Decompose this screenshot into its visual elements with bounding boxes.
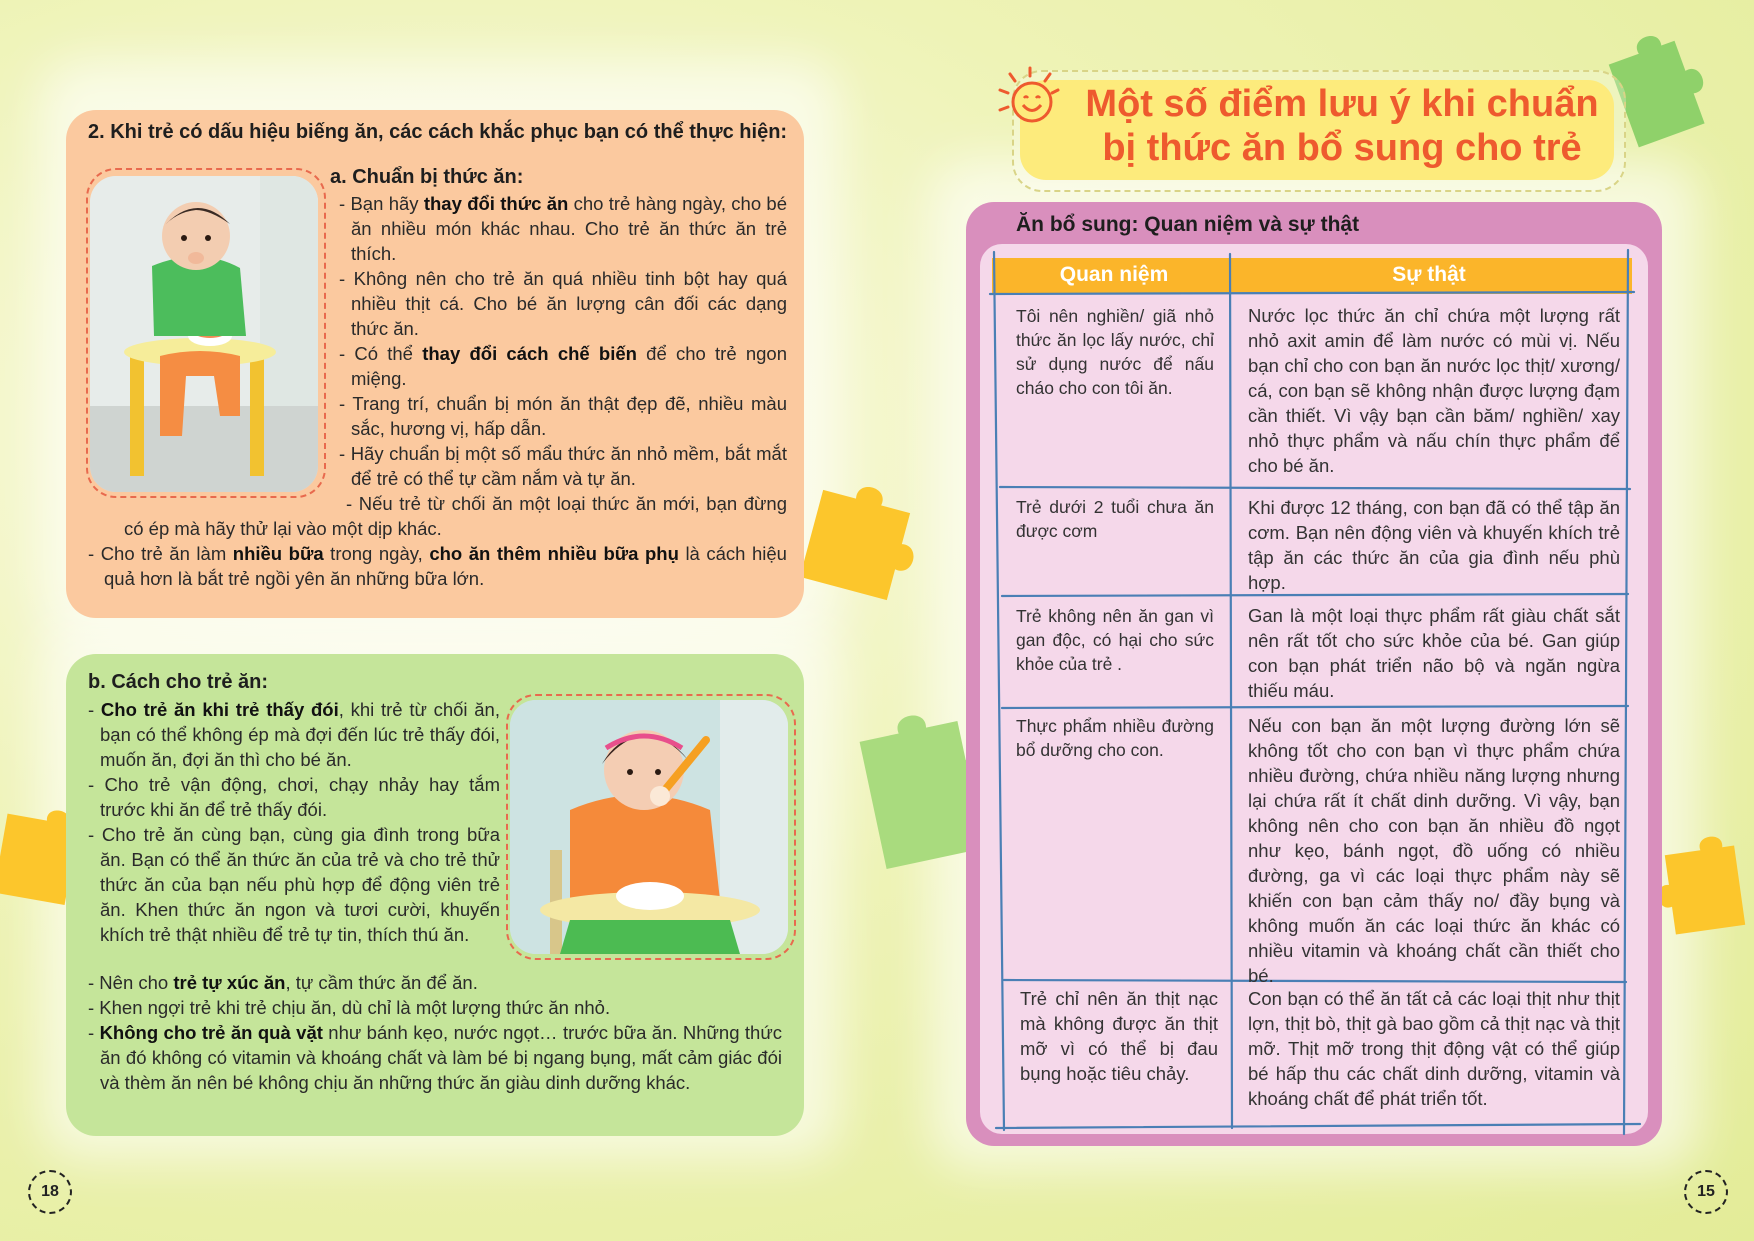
subsection-b-body-wide [88, 970, 782, 1095]
table-row-4-fact: Nếu con bạn ăn một lượng đường lớn sẽ không tốt cho con bạn vì thực phẩm chứa nhiều đường, chứa nhiều năng lượng nhưng lại chứa rất ít chất dinh dưỡng. Vì vậy, bạn không nên cho con bạn ăn nhiều đồ ngọt như kẹo, bánh ngọt, đồ uống có nhiều đường, ga vì các loại thực phẩm này sẽ khiến con bạn cảm thấy no/ đầy bụng và không muốn ăn các loại thức ăn khác có nhiều vitamin và khoáng chất cần thiết cho bé. [1248, 715, 1620, 986]
list-item: - Cho trẻ vận động, chơi, chạy nhảy hay tắm trước khi ăn để trẻ thấy đói. [88, 774, 500, 820]
section-title: 2. Khi trẻ có dấu hiệu biếng ăn, các cách khắc phục bạn có thể thực hiện: [88, 121, 788, 143]
table-row-3-myth: Trẻ không nên ăn gan vì gan độc, có hại cho sức khỏe của trẻ . [1016, 606, 1214, 674]
subsection-a-body-wide [124, 491, 787, 541]
column-header-fact: Sự thật [1392, 263, 1466, 286]
list-item: - Có thể thay đổi cách chế biến để cho trẻ ngon miệng. [339, 343, 787, 389]
subsection-a-title: a. Chuẩn bị thức ăn: [330, 166, 524, 188]
list-item: - Không nên cho trẻ ăn quá nhiều tinh bột hay quá nhiều thịt cá. Cho bé ăn lượng cân đối các dạng thức ăn. [339, 268, 787, 339]
puzzle-piece-icon [1650, 830, 1754, 960]
page-number-right: 15 [1684, 1170, 1728, 1214]
column-header-myth: Quan niệm [1059, 263, 1169, 286]
subsection-a-body [339, 191, 787, 491]
list-item: - Trang trí, chuẩn bị món ăn thật đẹp đẽ, nhiều màu sắc, hương vị, hấp dẫn. [339, 393, 787, 439]
table-row-5-myth: Trẻ chỉ nên ăn thịt nạc mà không được ăn thịt mỡ vì có thể bị đau bụng hoặc tiêu chảy. [1020, 988, 1218, 1084]
list-item: - Hãy chuẩn bị một số mẩu thức ăn nhỏ mềm, bắt mắt để trẻ có thể tự cầm nắm và tự ăn. [339, 443, 787, 489]
table-row-2-myth: Trẻ dưới 2 tuổi chưa ăn được cơm [1016, 497, 1214, 541]
subsection-b-title: b. Cách cho trẻ ăn: [88, 671, 269, 693]
table-row-3-fact: Gan là một loại thực phẩm rất giàu chất sắt nên rất tốt cho sức khỏe của bé. Gan giúp con bạn phát triển não bộ và ngăn ngừa thiếu máu. [1248, 605, 1620, 701]
list-item: - Cho trẻ ăn cùng bạn, cùng gia đình trong bữa ăn. Bạn có thể ăn thức ăn của trẻ và cho trẻ thử thức ăn của bạn nếu phù hợp để động viên trẻ ăn. Khen thức ăn ngon và tươi cười, khuyến khích trẻ thật nhiều để trẻ tự tin, thích thú ăn. [88, 824, 500, 945]
list-item: - Khen ngợi trẻ khi trẻ chịu ăn, dù chỉ là một lượng thức ăn nhỏ. [88, 997, 611, 1018]
baby-photo [510, 700, 788, 954]
list-item: - Cho trẻ ăn khi trẻ thấy đói, khi trẻ từ chối ăn, bạn có thể không ép mà đợi đến lúc trẻ thấy đói, muốn ăn, đợi ăn thì cho bé ăn. [88, 699, 500, 770]
list-item: - Cho trẻ ăn làm nhiều bữa trong ngày, cho ăn thêm nhiều bữa phụ là cách hiệu quả hơn là bắt trẻ ngồi yên ăn những bữa lớn. [88, 543, 787, 589]
table-row-1-fact: Nước lọc thức ăn chỉ chứa một lượng rất nhỏ axit amin để làm nước có mùi vị. Nếu bạn chỉ cho con bạn ăn nước lọc thịt/ xương/ cá, con bạn sẽ không nhận được lượng đạm cần thiết. Vì vậy bạn cần băm/ nghiền/ xay nhỏ thực phẩm và nấu chín thực phẩm để cho bé ăn. [1248, 305, 1620, 476]
table-row-1-myth: Tôi nên nghiền/ giã nhỏ thức ăn lọc lấy nước, chỉ sử dụng nước để nấu cháo cho con tôi ăn. [1016, 306, 1214, 398]
table-title: Ăn bổ sung: Quan niệm và sự thật [1016, 213, 1360, 236]
baby-photo [90, 176, 318, 492]
subsection-b-body [88, 697, 500, 947]
table-row-5-fact: Con bạn có thể ăn tất cả các loại thịt như thịt lợn, thịt bò, thịt gà bao gồm cả thịt nạc và thịt mỡ. Thịt mỡ trong thịt động vật có thể giúp bé hấp thu các chất dinh dưỡng, vitamin và khoáng chất để phát triển tốt. [1248, 988, 1620, 1109]
list-item: - Nếu trẻ từ chối ăn một loại thức ăn mới, bạn đừng có ép mà hãy thử lại vào một dịp khác. [124, 493, 787, 539]
list-item: - Không cho trẻ ăn quà vặt như bánh kẹo, nước ngọt… trước bữa ăn. Những thức ăn đó không có vitamin và khoáng chất và làm bé bị ngang bụng, mất cảm giác đói và thèm ăn nên bé không chịu ăn những thức ăn giàu dinh dưỡng khác. [88, 1022, 782, 1093]
table-row-4-myth: Thực phẩm nhiều đường bổ dưỡng cho con. [1016, 716, 1214, 760]
table-row-2-fact: Khi được 12 tháng, con bạn đã có thể tập ăn cơm. Bạn nên động viên và khuyến khích trẻ tập ăn các thức ăn của gia đình nếu phù hợp. [1248, 497, 1620, 593]
page-title: Một số điểm lưu ý khi chuẩn bị thức ăn bổ sung cho trẻ [1085, 83, 1599, 169]
page-number-left: 18 [28, 1170, 72, 1214]
list-item: - Nên cho trẻ tự xúc ăn, tự cầm thức ăn để ăn. [88, 972, 478, 993]
subsection-a-body-bottom [88, 541, 787, 591]
list-item: - Bạn hãy thay đổi thức ăn cho trẻ hàng ngày, cho bé ăn nhiều món khác nhau. Cho trẻ ăn thức ăn trẻ thích. [339, 193, 788, 264]
